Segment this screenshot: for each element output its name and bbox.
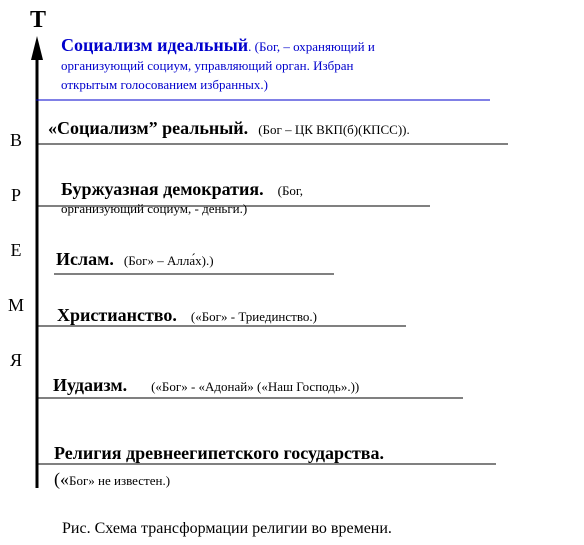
level-title: Религия древнеегипетского государства.: [54, 443, 385, 463]
vertical-letter: В: [9, 130, 22, 150]
level-title: «Социализм” реальный.: [48, 118, 249, 138]
level-christianity: [57, 305, 317, 326]
level-democracy: [61, 178, 303, 216]
level-title: Христианство.: [57, 305, 177, 325]
level-judaism: [53, 375, 359, 396]
level-description: . (Бог, – охраняющий и: [248, 39, 375, 54]
level-title: Буржуазная демократия.: [61, 179, 264, 199]
vertical-letter: Е: [10, 240, 22, 260]
level-description: организующий социум, - деньги.): [61, 201, 248, 216]
level-description: (Бог,: [277, 183, 304, 198]
level-description: (Бог – ЦК ВКП(б)(КПСС)).: [258, 122, 410, 137]
level-socialism-ideal: [61, 36, 375, 94]
level-islam: [56, 249, 214, 270]
figure-caption: Рис. Схема трансформации религии во времени.: [62, 520, 392, 537]
level-egypt: [54, 441, 384, 493]
level-description: (Бог» – Алла́х).): [123, 253, 214, 268]
time-axis-arrowhead: [31, 36, 43, 60]
level-description: («Бог» - Триединство.): [190, 309, 317, 324]
level-description-prefix: («: [54, 469, 69, 489]
level-title: Ислам.: [56, 249, 114, 269]
level-title: Социализм идеальный: [61, 35, 249, 55]
level-socialism-real: [48, 118, 410, 139]
level-description: открытым голосованием избранных.): [61, 77, 268, 92]
level-description: организующий социум, управляющий орган. Избран: [61, 58, 354, 73]
level-title: Иудаизм.: [53, 375, 128, 395]
axis-label: T: [30, 7, 47, 33]
vertical-letter: Я: [9, 350, 22, 370]
level-description: («Бог» - «Адонай» («Наш Господь».)): [151, 379, 360, 394]
level-description: Бог» не известен.): [69, 473, 171, 488]
vertical-letter: Р: [10, 185, 21, 205]
vertical-letter: М: [7, 295, 24, 315]
